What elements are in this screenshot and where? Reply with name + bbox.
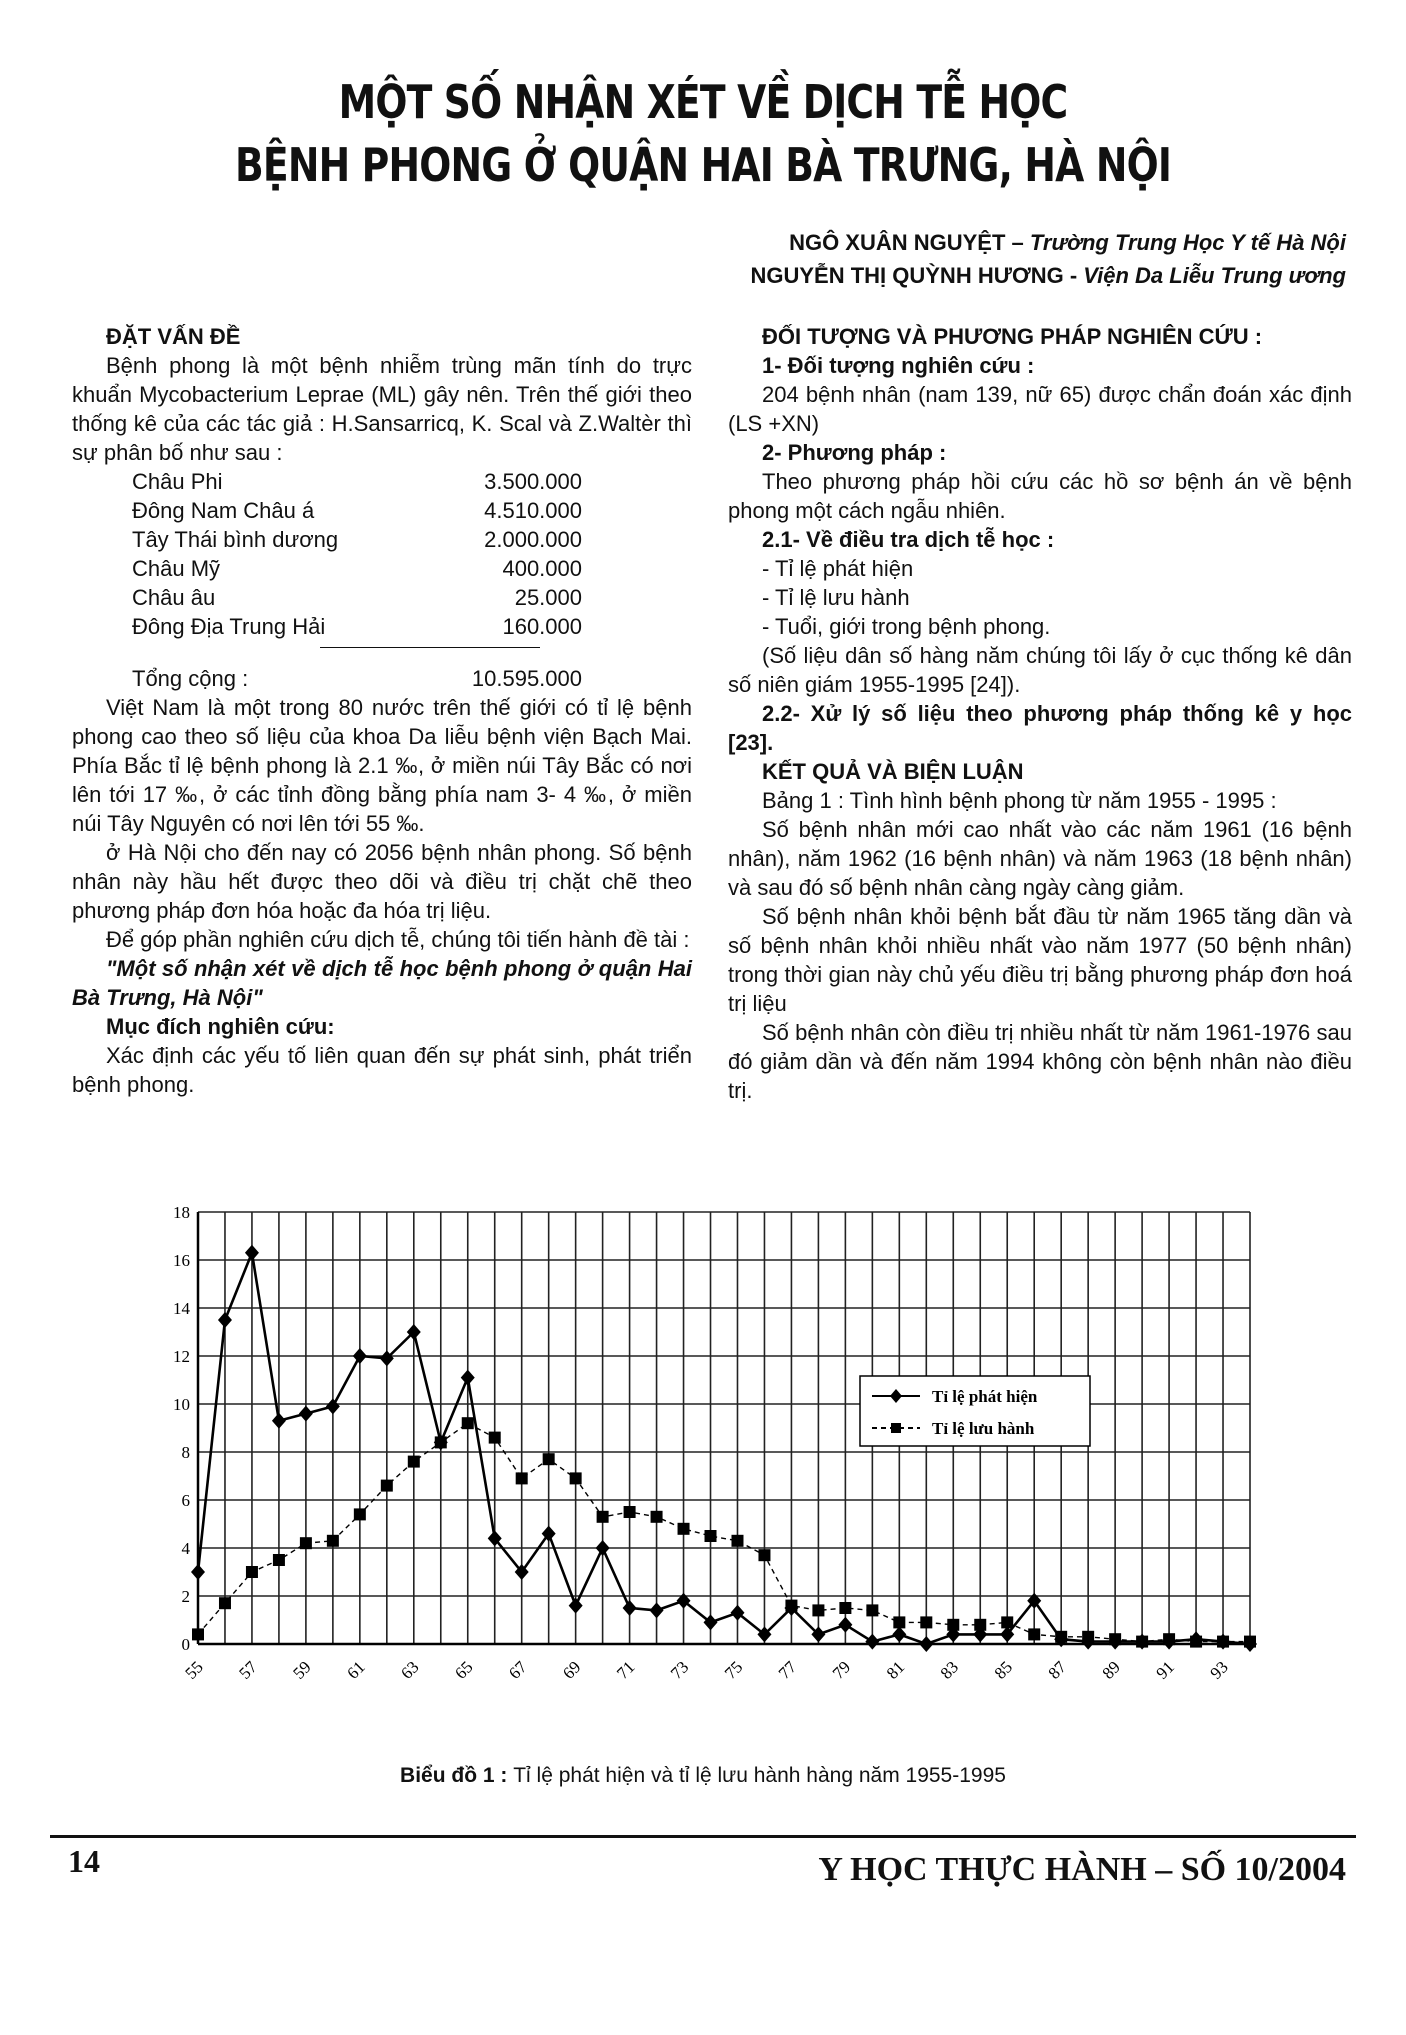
sum-divider	[320, 647, 540, 654]
region-value: 25.000	[514, 585, 582, 610]
list-item-age-sex: - Tuổi, giới trong bệnh phong.	[762, 614, 1051, 639]
x-tick-label: 55	[181, 1657, 207, 1683]
total-value: 10.595.000	[471, 666, 582, 691]
heading-subjects: 1- Đối tượng nghiên cứu :	[762, 353, 1035, 378]
data-point-detection	[704, 1614, 718, 1630]
heading-results: KẾT QUẢ VÀ BIỆN LUẬN	[762, 759, 1024, 784]
series-line-detection	[198, 1253, 1250, 1644]
author-2-affiliation: Viện Da Liễu Trung ương	[1083, 263, 1346, 288]
list-item-detection: - Tỉ lệ phát hiện	[762, 556, 914, 581]
author-1	[750, 226, 1346, 259]
topic-intro: Để góp phần nghiên cứu dịch tễ, chúng tôi tiến hành đề tài :	[106, 927, 690, 952]
x-tick-label: 93	[1206, 1657, 1232, 1683]
data-point-prevalence	[327, 1535, 339, 1547]
data-point-prevalence	[1217, 1636, 1229, 1648]
data-point-detection	[461, 1370, 475, 1386]
distribution-table	[132, 467, 582, 641]
data-point-prevalence	[435, 1436, 447, 1448]
table-row	[132, 467, 582, 496]
legend-marker-square	[891, 1423, 901, 1433]
x-tick-label: 61	[343, 1657, 369, 1683]
x-tick-label: 71	[612, 1657, 639, 1683]
chart-caption	[0, 1764, 1406, 1788]
total-row	[132, 664, 582, 693]
y-tick-label: 12	[173, 1347, 190, 1366]
page-number: 14	[68, 1843, 100, 1879]
region-name: Đông Nam Châu á	[132, 498, 315, 523]
data-point-prevalence	[1136, 1636, 1148, 1648]
data-point-prevalence	[1190, 1636, 1202, 1648]
data-point-prevalence	[812, 1604, 824, 1616]
y-tick-label: 14	[173, 1299, 190, 1318]
x-tick-label: 79	[828, 1657, 855, 1683]
region-name: Đông Địa Trung Hải	[132, 614, 326, 639]
y-tick-label: 8	[181, 1443, 190, 1462]
data-point-prevalence	[192, 1628, 204, 1640]
intro-paragraph: Bệnh phong là một bệnh nhiễm trùng mãn tính do trực khuẩn Mycobacterium Leprae (ML) gây nên. Trên thế giới theo thống kê của các tác giả : H.Sansarricq, K. Scal và Z.Waltèr thì sự phân bố như sau :	[72, 353, 692, 465]
data-point-prevalence	[785, 1600, 797, 1612]
footer-rule	[50, 1835, 1356, 1838]
data-point-prevalence	[651, 1511, 663, 1523]
data-point-prevalence	[920, 1616, 932, 1628]
region-value: 400.000	[502, 556, 582, 581]
x-tick-label: 87	[1044, 1657, 1071, 1683]
vietnam-paragraph: Việt Nam là một trong 80 nước trên thế giới có tỉ lệ bệnh phong cao theo số liệu của khoa Da liễu bệnh viện Bạch Mai. Phía Bắc tỉ lệ bệnh phong là 2.1 ‰, ở miền núi Tây Bắc có nơi lên tới 17 ‰, ở các tỉnh đồng bằng phía nam 3- 4 ‰, ở miền núi Tây Nguyên có nơi lên tới 55 ‰.	[72, 695, 692, 836]
data-point-detection	[650, 1602, 664, 1618]
data-point-detection	[272, 1413, 286, 1429]
data-point-detection	[623, 1600, 637, 1616]
left-column	[72, 322, 692, 1099]
caption-label: Biểu đồ 1 :	[400, 1764, 508, 1787]
region-name: Châu âu	[132, 585, 216, 610]
y-tick-label: 10	[173, 1395, 190, 1414]
region-name: Châu Mỹ	[132, 556, 221, 581]
legend-label: Tỉ lệ lưu hành	[932, 1419, 1035, 1438]
data-point-detection	[892, 1626, 906, 1642]
data-point-prevalence	[570, 1472, 582, 1484]
data-point-detection	[865, 1634, 879, 1650]
data-point-detection	[191, 1564, 205, 1580]
data-point-prevalence	[1109, 1633, 1121, 1645]
x-tick-label: 63	[397, 1657, 423, 1683]
x-tick-label: 81	[882, 1657, 909, 1683]
y-tick-label: 18	[173, 1203, 190, 1222]
author-1-affiliation: Trường Trung Học Y tế Hà Nội	[1029, 230, 1346, 255]
data-point-detection	[218, 1312, 232, 1328]
title-line-1: MỘT SỐ NHẬN XÉT VỀ DỊCH TỄ HỌC	[338, 75, 1068, 129]
x-tick-label: 77	[774, 1657, 801, 1683]
data-point-detection	[596, 1540, 610, 1556]
data-point-prevalence	[246, 1566, 258, 1578]
author-1-name: NGÔ XUÂN NGUYỆT –	[789, 230, 1030, 255]
data-point-prevalence	[758, 1549, 770, 1561]
data-point-prevalence	[219, 1597, 231, 1609]
data-point-prevalence	[300, 1537, 312, 1549]
data-point-prevalence	[893, 1616, 905, 1628]
data-point-detection	[730, 1605, 744, 1621]
table-row	[132, 554, 582, 583]
x-tick-label: 75	[720, 1657, 747, 1683]
hanoi-paragraph: ở Hà Nội cho đến nay có 2056 bệnh nhân phong. Số bệnh nhân này hầu hết được theo dõi và điều trị chặt chẽ theo phương pháp đơn hóa hoặc đa hóa trị liệu.	[72, 840, 692, 923]
method-paragraph: Theo phương pháp hồi cứu các hồ sơ bệnh án về bệnh phong một cách ngẫu nhiên.	[728, 469, 1352, 523]
data-point-prevalence	[489, 1432, 501, 1444]
leprosy-rate-chart	[150, 1200, 1260, 1760]
heading-statistics: 2.2- Xử lý số liệu theo phương pháp thống kê y học [23].	[728, 701, 1352, 755]
results-in-treatment: Số bệnh nhân còn điều trị nhiều nhất từ năm 1961-1976 sau đó giảm dần và đến năm 1994 không còn bệnh nhân nào điều trị.	[728, 1020, 1352, 1103]
data-point-prevalence	[354, 1508, 366, 1520]
data-point-prevalence	[408, 1456, 420, 1468]
data-point-prevalence	[1244, 1636, 1256, 1648]
data-point-prevalence	[731, 1535, 743, 1547]
data-point-prevalence	[1001, 1616, 1013, 1628]
heading-method: 2- Phương pháp :	[762, 440, 947, 465]
x-tick-label: 83	[936, 1657, 963, 1683]
data-point-prevalence	[597, 1511, 609, 1523]
list-item-prevalence: - Tỉ lệ lưu hành	[762, 585, 910, 610]
data-point-prevalence	[839, 1602, 851, 1614]
data-point-prevalence	[624, 1506, 636, 1518]
subjects-paragraph: 204 bệnh nhân (nam 139, nữ 65) được chẩn đoán xác định (LS +XN)	[728, 382, 1352, 436]
x-tick-label: 91	[1152, 1657, 1178, 1683]
region-name: Châu Phi	[132, 469, 223, 494]
table-row	[132, 612, 582, 641]
data-point-detection	[838, 1617, 852, 1633]
data-point-prevalence	[462, 1417, 474, 1429]
region-value: 4.510.000	[484, 498, 582, 523]
data-point-prevalence	[1055, 1631, 1067, 1643]
x-tick-label: 65	[451, 1657, 477, 1683]
journal-name: Y HỌC THỰC HÀNH – SỐ 10/2004	[818, 1851, 1346, 1888]
data-point-prevalence	[516, 1472, 528, 1484]
aim-paragraph: Xác định các yếu tố liên quan đến sự phát sinh, phát triển bệnh phong.	[72, 1043, 692, 1097]
results-table-ref: Bảng 1 : Tình hình bệnh phong từ năm 1955 - 1995 :	[762, 788, 1277, 813]
caption-text: Tỉ lệ phát hiện và tỉ lệ lưu hành hàng năm 1955-1995	[513, 1764, 1006, 1787]
heading-introduction: ĐẶT VẤN ĐỀ	[106, 324, 241, 349]
data-point-prevalence	[273, 1554, 285, 1566]
region-value: 160.000	[502, 614, 582, 639]
data-point-prevalence	[1028, 1628, 1040, 1640]
data-point-detection	[245, 1245, 259, 1261]
x-tick-label: 57	[235, 1657, 261, 1683]
data-point-prevalence	[947, 1619, 959, 1631]
data-point-prevalence	[974, 1619, 986, 1631]
data-point-detection	[299, 1406, 313, 1422]
results-cured: Số bệnh nhân khỏi bệnh bắt đầu từ năm 1965 tăng dần và số bệnh nhân khỏi nhiều nhất vào năm 1977 (50 bệnh nhân) trong thời gian này chủ yếu điều trị bằng phương pháp đơn hoá trị liệu	[728, 904, 1352, 1016]
data-point-prevalence	[1082, 1631, 1094, 1643]
x-tick-label: 69	[559, 1657, 585, 1683]
title-line-2: BỆNH PHONG Ở QUẬN HAI BÀ TRƯNG, HÀ NỘI	[234, 138, 1172, 192]
author-2	[750, 259, 1346, 292]
data-point-detection	[919, 1636, 933, 1652]
data-point-prevalence	[543, 1453, 555, 1465]
heading-methods: ĐỐI TƯỢNG VÀ PHƯƠNG PHÁP NGHIÊN CỨU :	[762, 324, 1263, 349]
x-tick-label: 85	[990, 1657, 1017, 1683]
topic-title: "Một số nhận xét về dịch tễ học bệnh phong ở quận Hai Bà Trưng, Hà Nội"	[72, 956, 692, 1010]
series-line-prevalence	[198, 1423, 1250, 1641]
y-tick-label: 0	[181, 1635, 190, 1654]
data-point-detection	[326, 1398, 340, 1414]
x-tick-label: 89	[1098, 1657, 1124, 1683]
table-row	[132, 525, 582, 554]
heading-epidemiology: 2.1- Về điều tra dịch tễ học :	[762, 527, 1055, 552]
region-name: Tây Thái bình dương	[132, 527, 339, 552]
region-value: 2.000.000	[484, 527, 582, 552]
right-column	[728, 322, 1352, 1105]
heading-aim: Mục đích nghiên cứu:	[106, 1014, 335, 1039]
legend-label: Tỉ lệ phát hiện	[932, 1387, 1038, 1406]
data-point-prevalence	[381, 1480, 393, 1492]
y-tick-label: 4	[181, 1539, 190, 1558]
x-tick-label: 59	[289, 1657, 315, 1683]
results-new-cases: Số bệnh nhân mới cao nhất vào các năm 1961 (16 bệnh nhân), năm 1962 (16 bệnh nhân) và năm 1963 (18 bệnh nhân) và sau đó số bệnh nhân càng ngày càng giảm.	[728, 817, 1352, 900]
x-tick-label: 67	[505, 1657, 531, 1683]
table-row	[132, 496, 582, 525]
author-2-name: NGUYỄN THỊ QUỲNH HƯƠNG -	[750, 263, 1084, 288]
region-value: 3.500.000	[484, 469, 582, 494]
data-point-prevalence	[1163, 1633, 1175, 1645]
data-point-detection	[353, 1348, 367, 1364]
table-row	[132, 583, 582, 612]
y-tick-label: 6	[181, 1491, 190, 1510]
y-tick-label: 2	[181, 1587, 190, 1606]
data-point-prevalence	[678, 1523, 690, 1535]
data-point-detection	[569, 1598, 583, 1614]
total-label: Tổng cộng :	[132, 666, 249, 691]
source-paragraph: (Số liệu dân số hàng năm chúng tôi lấy ở cục thống kê dân số niên giám 1955-1995 [24]).	[728, 643, 1352, 697]
data-point-prevalence	[866, 1604, 878, 1616]
authors	[750, 226, 1346, 292]
y-tick-label: 16	[173, 1251, 190, 1270]
data-point-prevalence	[705, 1530, 717, 1542]
x-tick-label: 73	[666, 1657, 693, 1683]
